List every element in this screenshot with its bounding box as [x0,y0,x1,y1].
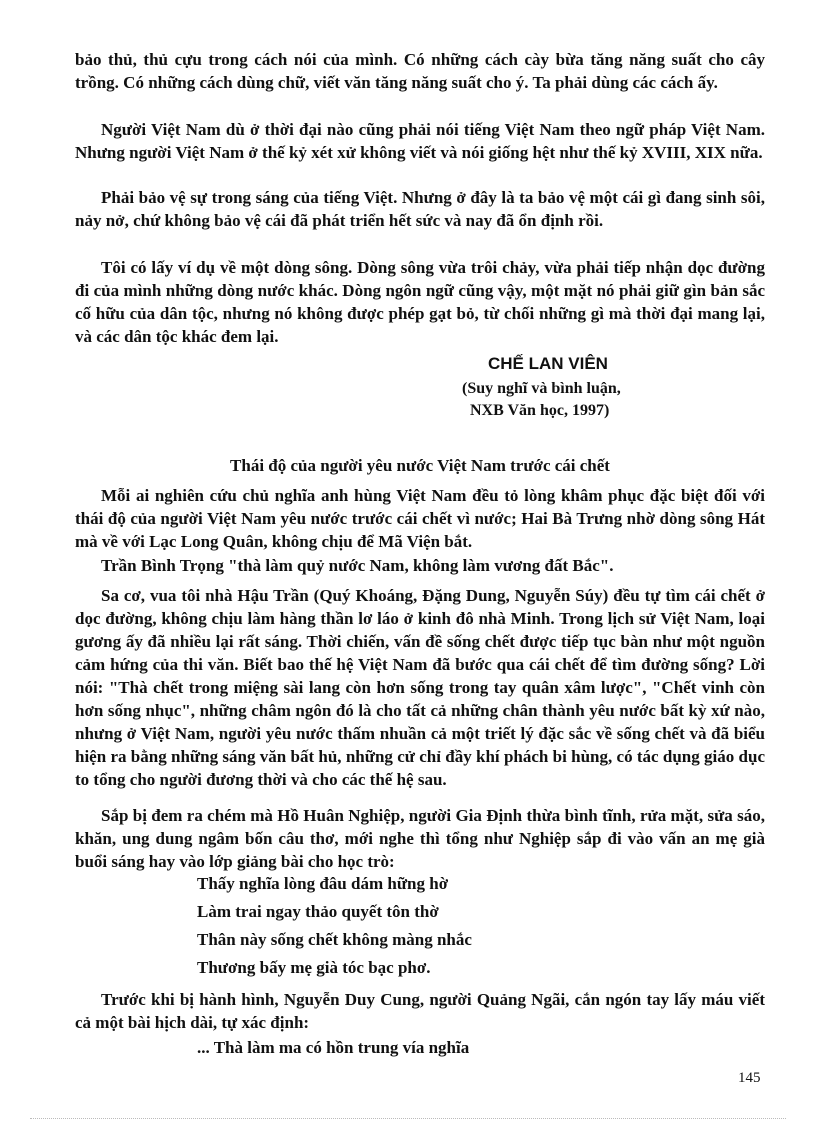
paragraph-1: bảo thủ, thủ cựu trong cách nói của mình. Có những cách cày bừa tăng năng suất cho cây trồng. Có những cách dùng chữ, viết văn tăng năng suất cho ý. Ta phải dùng các cách ấy. [75,50,765,92]
paragraph-4: Tôi có lấy ví dụ về một dòng sông. Dòng sông vừa trôi chảy, vừa phải tiếp nhận dọc đường đi của mình những dòng nước khác. Dòng ngôn ngữ cũng vậy, một mặt nó phải giữ gìn bản sắc cố hữu của dân tộc, nhưng nó không được phép gạt bỏ, từ chối những gì mà thời đại mang lại, và các dân tộc khác đem lại. [75,258,765,346]
section-title: Thái độ của người yêu nước Việt Nam trước cái chết [230,456,610,475]
paragraph-5: Mỗi ai nghiên cứu chủ nghĩa anh hùng Việt Nam đều tỏ lòng khâm phục đặc biệt đối với thái độ của người Việt Nam yêu nước trước cái chết vì nước; Hai Bà Trưng nhờ dòng sông Hát mà về với Lạc Long Quân, không chịu để Mã Viện bắt. [75,486,765,551]
verse-line-4: Thương bấy mẹ già tóc bạc phơ. [197,958,431,977]
paragraph-2: Người Việt Nam dù ở thời đại nào cũng phải nói tiếng Việt Nam theo ngữ pháp Việt Nam. Nhưng người Việt Nam ở thế kỷ xét xử không viết và nói giống hệt như thế kỷ XVIII, XIX nữa. [75,120,765,162]
author-name: CHẾ LAN VIÊN [488,354,608,373]
page-number: 145 [738,1070,761,1086]
verse-line-2: Làm trai ngay thảo quyết tôn thờ [197,902,439,921]
verse-line-1: Thấy nghĩa lòng đâu dám hững hờ [197,874,449,893]
paragraph-9: Trước khi bị hành hình, Nguyễn Duy Cung, người Quảng Ngãi, cắn ngón tay lấy máu viết cả một bài hịch dài, tự xác định: [75,990,765,1032]
verse-last: ... Thà làm ma có hồn trung vía nghĩa [197,1038,470,1057]
source-line-2: NXB Văn học, 1997) [470,402,610,419]
paragraph-3: Phải bảo vệ sự trong sáng của tiếng Việt. Nhưng ở đây là ta bảo vệ một cái gì đang sinh sôi, nảy nở, chứ không bảo vệ cái đã phát triển hết sức và nay đã ổn định rồi. [75,188,765,230]
verse-line-3: Thân này sống chết không màng nhắc [197,930,472,949]
paragraph-7: Sa cơ, vua tôi nhà Hậu Trần (Quý Khoáng, Đặng Dung, Nguyễn Súy) đều tự tìm cái chết ở dọc đường, không chịu làm hàng thần lơ láo ở kinh đô nhà Minh. Trong lịch sử Việt Nam, loại gương ấy đã nhiều lại rất sáng. Thời chiến, vấn đề sống chết được tiếp tục bàn như một nguồn cảm hứng của thi văn. Biết bao thế hệ Việt Nam đã bước qua cái chết để tìm đường sống? Lời nói: "Thà chết trong miệng sài lang còn hơn sống trong tay quân xâm lược", "Chết vinh còn hơn sống nhục", những châm ngôn đó là cho tất cả những chân thành yêu nước bất kỳ xứ nào, nhưng ở Việt Nam, người yêu nước thấm nhuần cả một triết lý đặc sắc về sống chết và đã biểu hiện ra bằng những sáng văn bất hủ, những cử chỉ đầy khí phách bi hùng, có tác dụng giáo dục to tổng cho người đương thời và cho các thế hệ sau. [75,586,765,789]
paragraph-8: Sắp bị đem ra chém mà Hồ Huân Nghiệp, người Gia Định thừa bình tĩnh, rửa mặt, sửa sáo, khăn, ung dung ngâm bốn câu thơ, mới nghe thì tổng như Nghiệp sắp đi vào vấn an mẹ già buổi sáng hay vào lớp giảng bài cho học trò: [75,806,765,871]
paragraph-6: Trần Bình Trọng "thà làm quỷ nước Nam, không làm vương đất Bắc". [101,556,614,575]
page-bottom-divider [30,1118,786,1119]
source-line-1: (Suy nghĩ và bình luận, [462,380,621,397]
